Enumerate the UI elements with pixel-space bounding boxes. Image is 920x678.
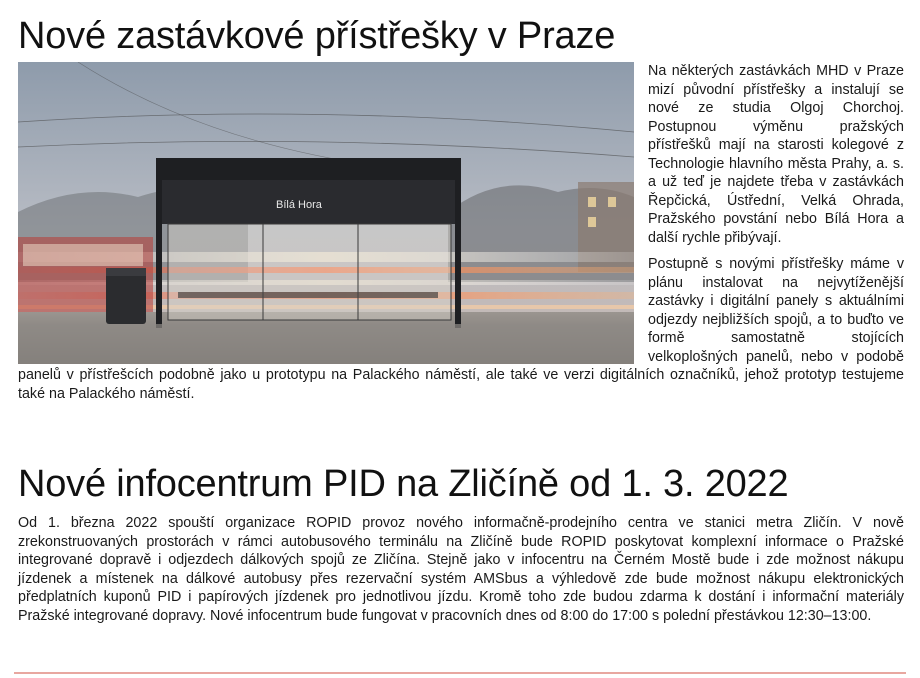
article-title-shelters: Nové zastávkové přístřešky v Praze — [18, 15, 616, 57]
shelter-stop-name: Bílá Hora — [276, 199, 322, 211]
shelters-paragraph-2: Postupně s novými přístřešky máme v plánu instalovat na nejvytíženější zastávky i digitální panely s aktuálními odjezdy nejbližších spojů, a to buďto ve formě samostatně stojících velkoplošných panelů, nebo v podobě panelů v přístřešcích podobně jako u prototypu na Palackého náměstí, ale také ve verzi digitálních označníků, jehož prototyp testujeme také na Palackého náměstí. — [18, 256, 904, 402]
article-shelters — [18, 62, 904, 403]
bus-shelter-photo — [18, 62, 634, 364]
section-divider — [14, 672, 906, 674]
infocentre-paragraph: Od 1. března 2022 spouští organizace ROPID provoz nového informačně-prodejního centra ve stanici metra Zličín. V nově zrekonstruovaných prostorách v rámci autobusového terminálu na Zličíně bude ROPID poskytovat komplexní informace o Pražské integrované dopravě i odjezdech dálkových spojů ze Zličína. Stejně jako v infocentru na Černém Mostě bude i zde možnost nákupu jízdenek a místenek na dálkové autobusy přes rezervační systém AMSbus a výhledově zde bude možnost nákupu elektronických předplatních kuponů PID i papírových jízdenek pro jednotlivou jízdu. Kromě toho zde budou zdarma k dostání i informační materiály Pražské integrované dopravy. Nové infocentrum bude fungovat v pracovních dnes od 8:00 do 17:00 s polední přestávkou 12:30–13:00. — [18, 515, 904, 624]
shelters-paragraph-1: Na některých zastávkách MHD v Praze mizí původní přístřešky a instalují se nové ze studia Olgoj Chorchoj. Postupnou výměnu pražských přístřešků mají na starosti kolegové z Technologie hlavního města Prahy, a. s. a už teď je najdete třeba v zastávkách Řepčická, Ústřední, Velká Ohrada, Pražského povstání nebo Bílá Hora a další rychle přibývají. — [648, 63, 904, 246]
article-title-infocentre: Nové infocentrum PID na Zličíně od 1. 3. 2022 — [18, 463, 789, 505]
